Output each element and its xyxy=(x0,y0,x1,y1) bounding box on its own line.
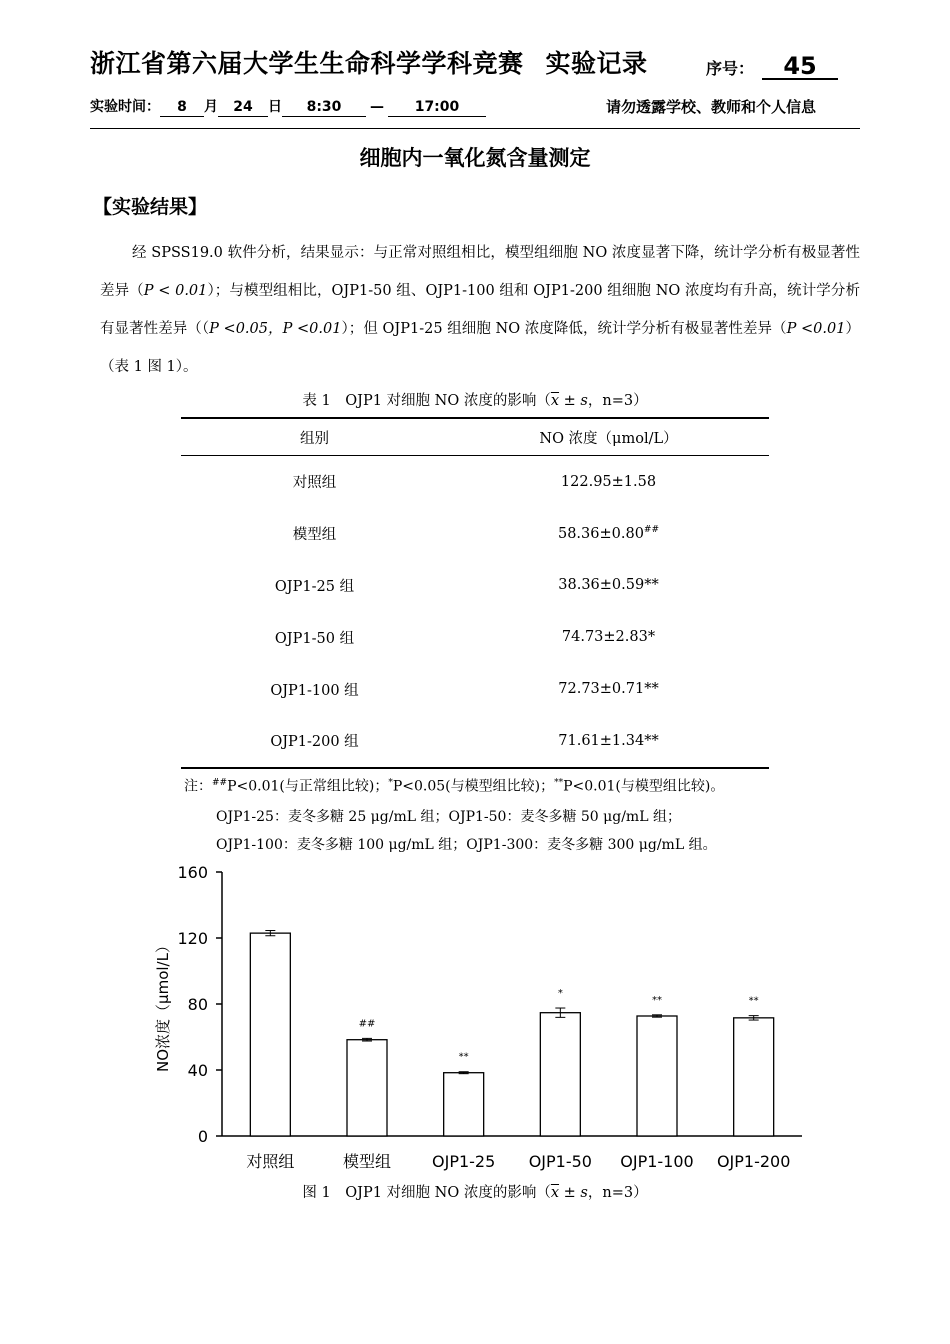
value-cell xyxy=(448,508,769,560)
note-mark-1: ## xyxy=(212,778,228,788)
bar xyxy=(637,1016,677,1136)
group-cell: OJP1-25 组 xyxy=(274,578,355,595)
para-text-d: ）（表 1 图 1）。 xyxy=(100,321,861,375)
serial-number xyxy=(706,54,838,80)
value-cell xyxy=(448,456,769,508)
group-cell: OJP1-50 组 xyxy=(274,630,355,647)
table-caption-text: 表 1 OJP1 对细胞 NO 浓度的影响（ xyxy=(302,393,551,409)
y-axis-label: NO浓度（μmol/L） xyxy=(154,938,172,1072)
competition-title xyxy=(90,44,648,80)
competition-name: 浙江省第六届大学生生命科学学科竞赛 xyxy=(90,49,524,78)
x-tick-label: OJP1-25 xyxy=(432,1152,496,1171)
y-tick-label: 120 xyxy=(177,929,208,948)
no-concentration-chart xyxy=(140,855,820,1180)
results-paragraph xyxy=(100,234,860,386)
group-cell: OJP1-200 组 xyxy=(181,715,448,768)
significance-mark: ## xyxy=(643,525,660,536)
p-value-2: P <0.05，P <0.01 xyxy=(209,321,342,337)
table-header-row xyxy=(181,418,769,456)
sd-symbol: s xyxy=(580,393,588,409)
group-cell: OJP1-100 组 xyxy=(270,682,359,699)
serial-value: 45 xyxy=(762,54,838,80)
bar xyxy=(734,1018,774,1136)
bar xyxy=(540,1013,580,1136)
group-definitions xyxy=(216,803,717,859)
time-dash: — xyxy=(370,99,384,115)
month-value: 8 xyxy=(160,98,204,117)
pm-symbol: ± xyxy=(559,393,581,409)
header-divider xyxy=(90,128,860,129)
table-row xyxy=(181,508,769,560)
value-text: 122.95±1.58 xyxy=(560,473,657,490)
x-tick-label: 对照组 xyxy=(246,1152,295,1171)
table-caption xyxy=(0,389,950,410)
note-mark-3: ** xyxy=(554,778,564,788)
y-tick-label: 40 xyxy=(187,1061,208,1080)
group-cell: 模型组 xyxy=(292,527,337,544)
definition-line-2: OJP1-100：麦冬多糖 100 μg/mL 组；OJP1-300：麦冬多糖 300 μg/mL 组。 xyxy=(216,837,717,853)
day-value: 24 xyxy=(218,98,268,117)
table-row xyxy=(181,560,769,612)
value-cell xyxy=(448,560,769,612)
figure-caption-end: ，n=3） xyxy=(587,1185,648,1201)
table-row xyxy=(181,456,769,508)
table-row xyxy=(181,611,769,663)
month-unit: 月 xyxy=(204,99,218,115)
document-title: 细胞内一氧化氮含量测定 xyxy=(359,146,591,170)
value-text: 71.61±1.34** xyxy=(558,732,659,749)
x-tick-label: OJP1-200 xyxy=(716,1152,791,1171)
sd-symbol: s xyxy=(580,1185,588,1201)
note-mark-2: * xyxy=(388,778,393,788)
table-row xyxy=(181,663,769,715)
value-text: 38.36±0.59** xyxy=(558,577,659,594)
mean-symbol: $\overline{x}$ xyxy=(550,1185,560,1201)
value-text: 72.73±0.71** xyxy=(558,681,659,698)
p-value-3: P <0.01 xyxy=(786,321,846,337)
results-table xyxy=(181,417,769,769)
value-cell xyxy=(448,611,769,663)
serial-label: 序号： xyxy=(706,59,755,78)
value-text: 58.36±0.80 xyxy=(557,526,644,543)
figure-caption-text: 图 1 OJP1 对细胞 NO 浓度的影响（ xyxy=(302,1185,551,1201)
experiment-time xyxy=(90,96,486,117)
note-prefix: 注： xyxy=(184,778,212,795)
header-no-concentration: NO 浓度（μmol/L） xyxy=(448,418,769,456)
table-row xyxy=(181,715,769,768)
start-time: 8:30 xyxy=(282,98,366,117)
value-text: 74.73±2.83* xyxy=(561,629,656,646)
y-tick-label: 0 xyxy=(197,1127,208,1146)
pm-symbol: ± xyxy=(559,1185,581,1201)
mean-symbol: $\overline{x}$ xyxy=(550,393,560,409)
significance-label: ## xyxy=(358,1018,376,1030)
para-text-a: 经 SPSS19.0 软件分析，结果显示：与正常对照组相比，模型组细胞 NO 浓度显著下降，统计学分析有极显著性差异（ xyxy=(100,245,860,299)
note-text-2: P<0.05(与模型组比较)； xyxy=(392,778,555,795)
value-cell xyxy=(448,663,769,715)
significance-label: ** xyxy=(458,1051,469,1063)
table-note xyxy=(184,770,724,800)
x-tick-label: OJP1-100 xyxy=(620,1152,694,1171)
header-group: 组别 xyxy=(181,418,448,456)
x-tick-label: OJP1-50 xyxy=(528,1152,592,1171)
note-text-3: P<0.01(与模型组比较)。 xyxy=(563,778,725,795)
section-heading: 【实验结果】 xyxy=(93,196,208,218)
significance-label: ** xyxy=(652,994,662,1006)
note-text-1: P<0.01(与正常组比较)； xyxy=(227,778,389,795)
p-value-1: P < 0.01 xyxy=(143,283,208,299)
significance-label: * xyxy=(557,988,563,1000)
end-time: 17:00 xyxy=(388,98,486,117)
record-label: 实验记录 xyxy=(545,49,648,78)
bar xyxy=(444,1073,484,1136)
group-cell: 对照组 xyxy=(292,475,337,492)
para-text-b: ）；与模型组相比，OJP1-50 组、OJP1-100 组和 OJP1-200 组细胞 NO 浓度均有升高，统计学分析有显著性差异（（ xyxy=(100,283,860,337)
significance-label: ** xyxy=(748,995,759,1007)
x-tick-label: 模型组 xyxy=(342,1152,392,1171)
y-tick-label: 160 xyxy=(177,863,208,882)
bar xyxy=(250,933,290,1136)
day-unit: 日 xyxy=(268,99,282,115)
bar xyxy=(347,1040,387,1136)
time-label: 实验时间： xyxy=(90,99,160,115)
privacy-notice: 请勿透露学校、教师和个人信息 xyxy=(606,98,817,116)
para-text-c: ）；但 OJP1-25 组细胞 NO 浓度降低，统计学分析有极显著性差异（ xyxy=(341,321,787,337)
table-caption-end: ，n=3） xyxy=(587,393,648,409)
figure-caption xyxy=(0,1181,950,1202)
definition-line-1: OJP1-25：麦冬多糖 25 μg/mL 组；OJP1-50：麦冬多糖 50 μg/mL 组； xyxy=(216,809,681,825)
value-cell xyxy=(448,715,769,768)
y-tick-label: 80 xyxy=(187,995,208,1014)
